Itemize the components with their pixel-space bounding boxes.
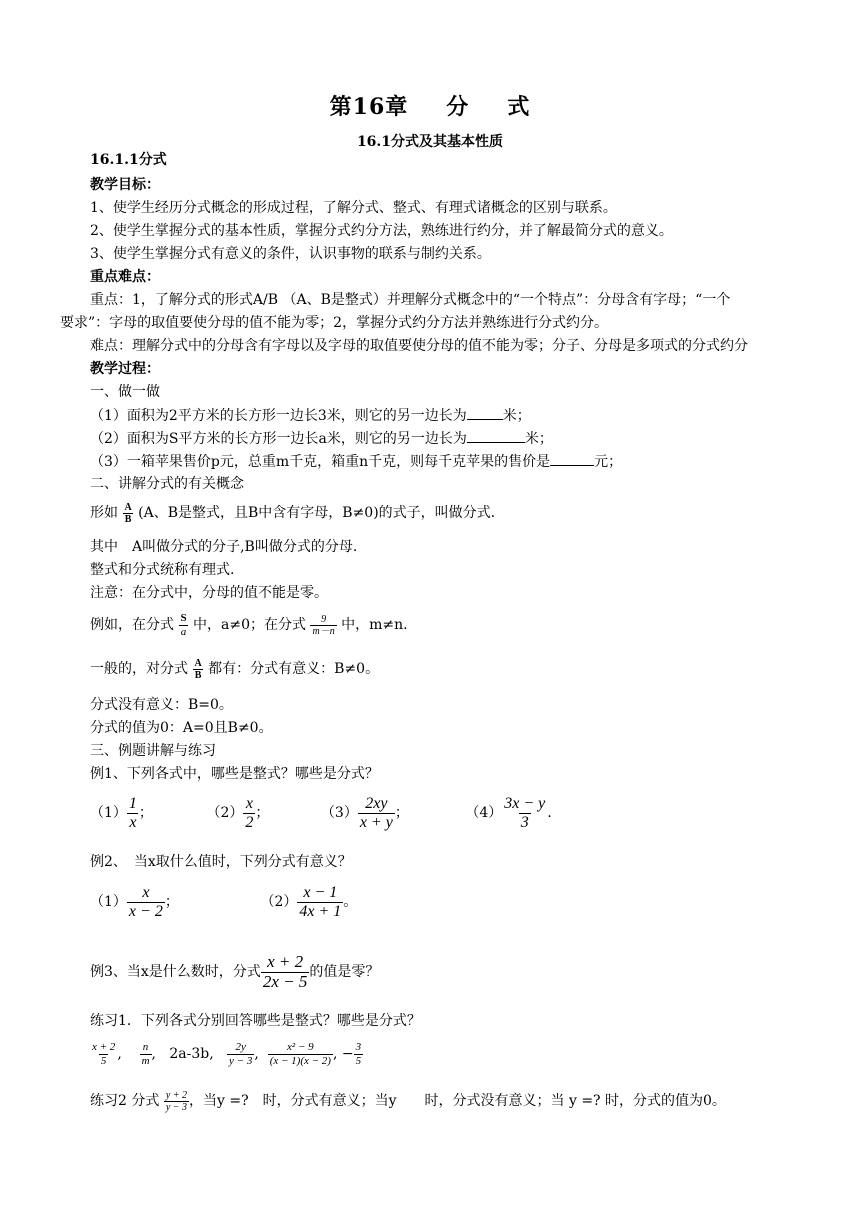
question-2: （2）面积为S平方米的长方形一边长a米，则它的另一边长为 米；	[90, 428, 553, 449]
chapter-number: 第16章	[329, 94, 409, 120]
example-1-expressions	[90, 793, 595, 837]
fraction-x-plus-2-over-2x-minus-5: $\frac{x + 2}{2x - 5}$	[262, 951, 308, 991]
practice-1-fraction-1: $\frac{x + 2}{5}$	[92, 1041, 116, 1067]
fraction-9-over-m-minus-n: $\frac{9}{m-n}$	[312, 613, 335, 637]
keypoints-line-1: 重点：1，了解分式的形式A/B （A、B是整式）并理解分式概念中的“一个特点”：分母含有字母；“一个	[90, 292, 731, 308]
example-1-question: 例1、下列各式中，哪些是整式？哪些是分式？	[90, 766, 379, 782]
example-2-item-2: （2） $\frac{x - 1}{4x + 1}$ 。	[260, 883, 358, 920]
chapter-title-char-1: 分	[446, 94, 470, 120]
rational-expression-text: 整式和分式统称有理式.	[90, 562, 235, 578]
goals-heading: 教学目标：	[90, 177, 160, 193]
example-1-item-3: （3） $\frac{2xy}{x + y}$ ；	[320, 794, 409, 831]
numerator-denominator-text: 其中 A叫做分式的分子,B叫做分式的分母.	[90, 539, 358, 555]
keypoints-line-2: 要求”：字母的取值要使分母的值不能为零；2，掌握分式约分方法并熟练进行分式约分。	[60, 315, 609, 331]
example-2-expressions	[90, 880, 410, 926]
note-text: 注意：在分式中，分母的值不能是零。	[90, 585, 328, 601]
part-1-heading: 一、做一做	[90, 384, 160, 400]
example-1-item-1: （1） $\frac{1}{x}$ ；	[90, 794, 153, 831]
answer-blank	[467, 405, 503, 420]
practice-1-fraction-3: $\frac{2y}{y - 3}$	[229, 1041, 253, 1067]
example-conditions-line: 例如，在分式 $\frac{S}{a}$ 中，a≠0；在分式 $\frac{9}{m-n}$ 中，m≠n.	[90, 612, 408, 638]
zero-value-condition: 分式的值为0：A=0且B≠0。	[90, 720, 273, 736]
example-2-question: 例2、 当x取什么值时，下列分式有意义？	[90, 854, 352, 870]
section-subtitle: 16.1分式及其基本性质	[356, 134, 504, 150]
keypoints-line-3: 难点：理解分式中的分母含有字母以及字母的取值要使分母的值不能为零；分子、分母是多项式的分式约分	[90, 338, 748, 354]
goal-1: 1、使学生经历分式概念的形成过程，了解分式、整式、有理式诸概念的区别与联系。	[90, 200, 617, 216]
practice-1-fraction-2: $\frac{n}{m}$	[141, 1041, 150, 1067]
practice-1-question: 练习1．下列各式分别回答哪些是整式？哪些是分式？	[90, 1013, 421, 1029]
fraction-a-over-b: $\frac{A}{B}$	[194, 657, 202, 681]
question-3: （3）一箱苹果售价p元，总重m千克，箱重n千克，则每千克苹果的售价是 元；	[90, 451, 622, 472]
practice-2-line: 练习2 分式 $\frac{y + 2}{y - 3}$ ，当y =? 时，分式有意义；当y 时，分式没有意义；当 y =? 时，分式的值为0。	[90, 1089, 726, 1113]
fraction-s-over-a: $\frac{S}{a}$	[180, 612, 187, 638]
general-rule-line: 一般的，对分式 $\frac{A}{B}$ 都有：分式有意义：B≠0。	[90, 657, 380, 681]
part-2-heading: 二、讲解分式的有关概念	[90, 476, 244, 492]
fraction-y-plus-2-over-y-minus-3: $\frac{y + 2}{y - 3}$	[165, 1089, 187, 1113]
answer-blank	[467, 428, 525, 443]
example-2-item-1: （1） $\frac{x}{x - 2}$ ；	[90, 883, 179, 920]
practice-1-expressions: $\frac{x + 2}{5}$ , $\frac{n}{m}$ , 2a-3b, $\frac{2y}{y - 3}$ , $\frac{\text{x² − 9}}{(x - 1)(x - 2)}$ , − $\frac{3}{5}$	[92, 1041, 362, 1067]
question-1: （1）面积为2平方米的长方形一边长3米，则它的另一边长为 米；	[90, 405, 531, 426]
meaningless-condition: 分式没有意义：B=0。	[90, 697, 233, 713]
process-heading: 教学过程：	[90, 361, 160, 377]
fraction-a-over-b: $\frac{A}{B}$	[124, 501, 132, 525]
practice-1-fraction-4: $\frac{\text{x² − 9}}{(x - 1)(x - 2)}$	[269, 1041, 331, 1067]
chapter-title-char-2: 式	[507, 94, 531, 120]
part-3-heading: 三、例题讲解与练习	[90, 743, 216, 759]
example-1-item-2: （2） $\frac{x}{2}$ ；	[206, 794, 270, 831]
keypoints-heading: 重点难点：	[90, 269, 160, 285]
goal-3: 3、使学生掌握分式有意义的条件，认识事物的联系与制约关系。	[90, 246, 491, 262]
practice-1-polynomial: 2a-3b,	[169, 1046, 214, 1062]
definition-line: 形如 $\frac{A}{B}$ (A、B是整式，且B中含有字母，B≠0)的式子，叫做分式.	[90, 501, 496, 525]
answer-blank	[550, 451, 594, 466]
chapter-title	[0, 90, 860, 121]
subsection-heading: 16.1.1分式	[90, 152, 167, 168]
example-3-line: 例3、当x是什么数时，分式 $\frac{x + 2}{2x - 5}$ 的值是零？	[90, 951, 380, 991]
practice-1-fraction-5: $\frac{3}{5}$	[355, 1041, 362, 1067]
example-1-item-4: （4） $\frac{3x - y}{3}$ .	[465, 794, 552, 831]
goal-2: 2、使学生掌握分式的基本性质，掌握分式约分方法，熟练进行约分，并了解最简分式的意义。	[90, 223, 673, 239]
